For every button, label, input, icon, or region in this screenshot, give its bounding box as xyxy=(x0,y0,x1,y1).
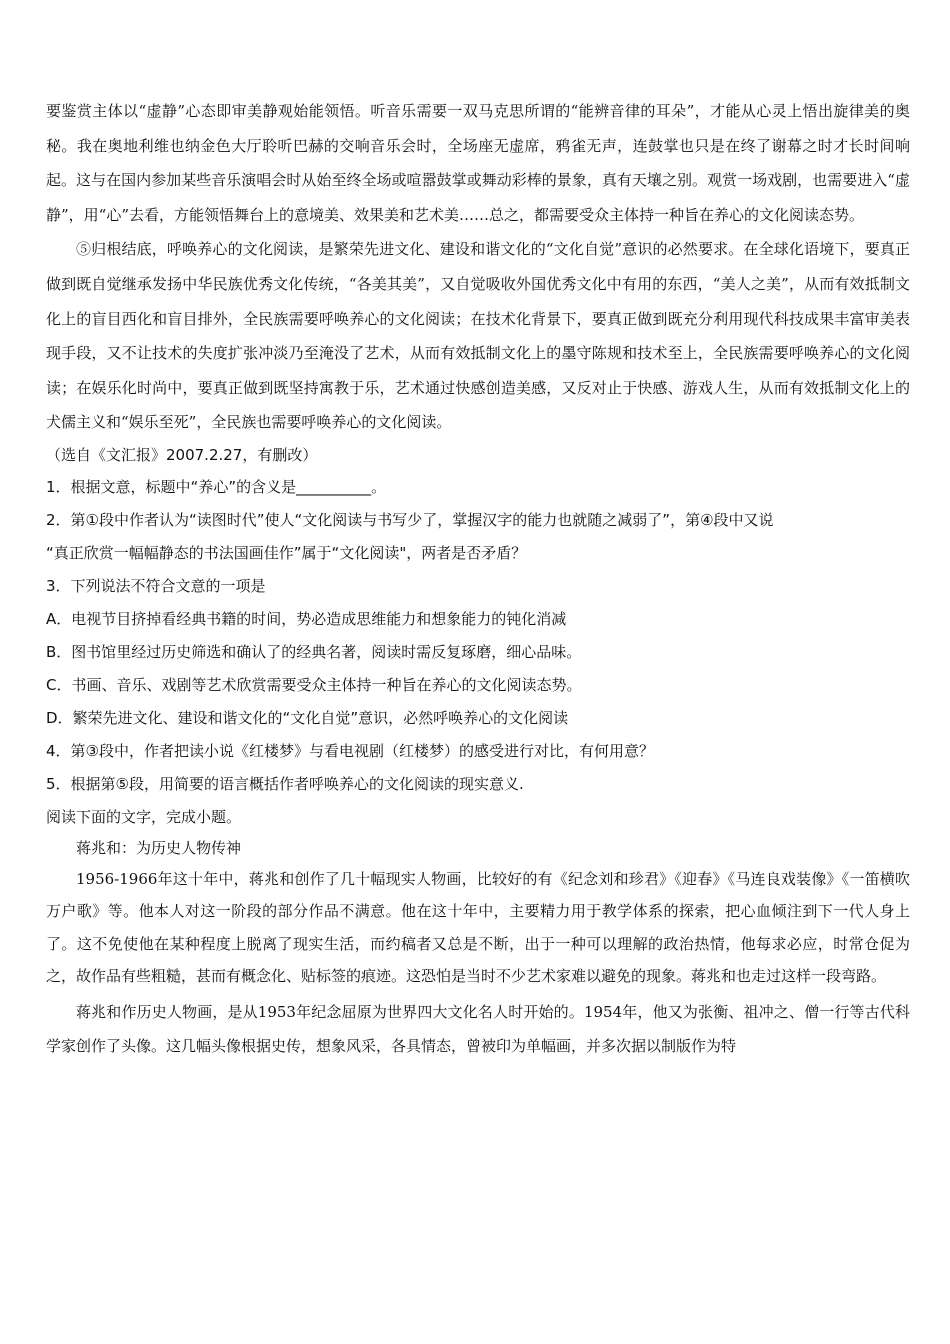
question-3-option-a: A．电视节目挤掉看经典书籍的时间，势必造成思维能力和想象能力的钝化消减 xyxy=(46,609,567,628)
question-3: 3．下列说法不符合文意的一项是 xyxy=(46,576,266,595)
question-3-option-d: D．繁荣先进文化、建设和谐文化的“文化自觉”意识，必然呼唤养心的文化阅读 xyxy=(46,708,569,727)
question-3-option-b: B．图书馆里经过历史筛选和确认了的经典名著，阅读时需反复琢磨，细心品味。 xyxy=(46,642,582,661)
passage2-paragraph1: 1956-1966年这十年中，蒋兆和创作了几十幅现实人物画，比较好的有《纪念刘和珍君》《迎春》《马连良戏装像》《一笛横吹万户歌》等。他本人对这一阶段的部分作品不满意。他在这十年中，主要精力用于教学体系的探索，把心血倾注到下一代人身上了。这不免使他在某种程度上脱离了现实生活，而约稿者又总是不断，出于一种可以理解的政治热情，他每求必应，时常仓促为之，故作品有些粗糙，甚而有概念化、贴标签的痕迹。这恐怕是当时不少艺术家难以避免的现象。蒋兆和也走过这样一段弯路。 xyxy=(46,869,910,986)
passage2-title: 蒋兆和：为历史人物传神 xyxy=(76,838,242,857)
passage2-paragraph2: 蒋兆和作历史人物画，是从1953年纪念屈原为世界四大文化名人时开始的。1954年，他又为张衡、祖冲之、僧一行等古代科学家创作了头像。这几幅头像根据史传，想象风采，各具情态，曾被印为单幅画，并多次据以制版作为特 xyxy=(46,1002,910,1055)
reading-instruction: 阅读下面的文字，完成小题。 xyxy=(46,807,242,826)
question-2-line1: 2．第①段中作者认为“读图时代”使人“文化阅读与书写少了，掌握汉字的能力也就随之减弱了”，第④段中又说 xyxy=(46,510,774,529)
question-2-line2: “真正欣赏一幅幅静态的书法国画佳作”属于“文化阅读"，两者是否矛盾？ xyxy=(46,543,527,562)
passage1-source: （选自《文汇报》2007.2.27，有删改） xyxy=(46,445,318,464)
question-3-option-c: C．书画、音乐、戏剧等艺术欣赏需要受众主体持一种旨在养心的文化阅读态势。 xyxy=(46,675,582,694)
question-1: 1．根据文意，标题中“养心”的含义是__________。 xyxy=(46,477,387,496)
question-5: 5．根据第⑤段，用简要的语言概括作者呼唤养心的文化阅读的现实意义. xyxy=(46,774,524,793)
passage1-paragraph4-tail: 要鉴赏主体以“虚静”心态即审美静观始能领悟。听音乐需要一双马克思所谓的“能辨音律的耳朵”，才能从心灵上悟出旋律美的奥秘。我在奥地利维也纳金色大厅聆听巴赫的交响音乐会时，全场座无虚席，鸦雀无声，连鼓掌也只是在终了谢幕之时才长时间响起。这与在国内参加某些音乐演唱会时从始至终全场或喧嚣鼓掌或舞动彩棒的景象，真有天壤之别。观赏一场戏剧，也需要进入“虚静”，用“心”去看，方能领悟舞台上的意境美、效果美和艺术美……总之，都需要受众主体持一种旨在养心的文化阅读态势。 xyxy=(46,102,910,224)
question-4: 4．第③段中，作者把读小说《红楼梦》与看电视剧（红楼梦）的感受进行对比，有何用意？ xyxy=(46,741,654,760)
passage1-paragraph5: ⑤归根结底，呼唤养心的文化阅读，是繁荣先进文化、建设和谐文化的“文化自觉”意识的必然要求。在全球化语境下，要真正做到既自觉继承发扬中华民族优秀文化传统，“各美其美”，又自觉吸收外国优秀文化中有用的东西，“美人之美”，从而有效抵制文化上的盲目西化和盲目排外，全民族需要呼唤养心的文化阅读；在技术化背景下，要真正做到既充分利用现代科技成果丰富审美表现手段，又不让技术的失度扩张冲淡乃至淹没了艺术，从而有效抵制文化上的墨守陈规和技术至上，全民族需要呼唤养心的文化阅读；在娱乐化时尚中，要真正做到既坚持寓教于乐，艺术通过快感创造美感，又反对止于快感、游戏人生，从而有效抵制文化上的犬儒主义和“娱乐至死”，全民族也需要呼唤养心的文化阅读。 xyxy=(46,240,910,432)
